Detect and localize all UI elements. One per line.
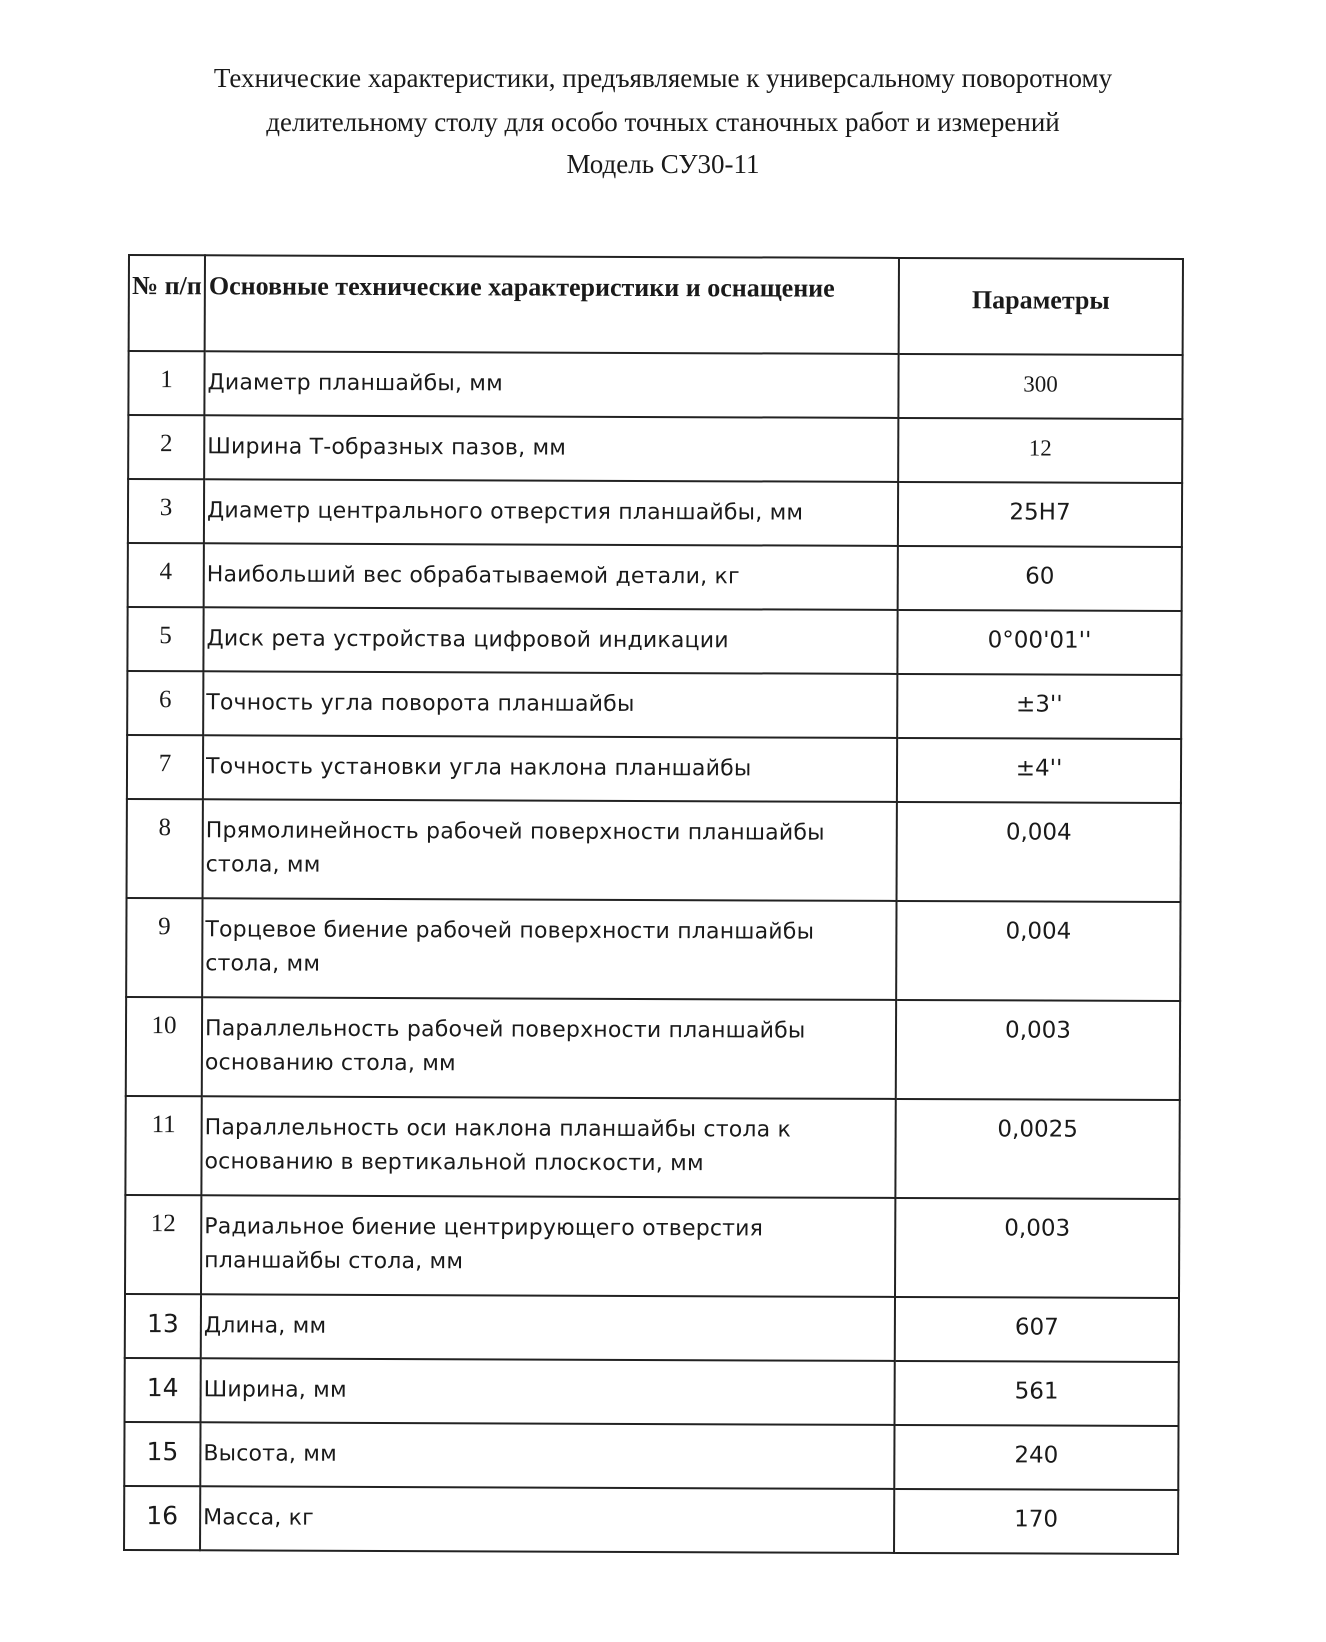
row-number: 7 <box>127 735 203 799</box>
table-row <box>128 415 1182 483</box>
table-row <box>124 1422 1178 1490</box>
table-row <box>127 671 1181 739</box>
row-description: Длина, мм <box>201 1294 895 1361</box>
row-description: Ширина Т-образных пазов, мм <box>204 415 898 482</box>
row-value: 0°00'01'' <box>897 610 1181 675</box>
table-row <box>125 1195 1179 1298</box>
row-number: 13 <box>125 1294 201 1358</box>
header-desc: Основные технические характеристики и оснащение <box>205 255 899 354</box>
row-number: 16 <box>124 1486 200 1550</box>
table-row <box>125 1096 1179 1199</box>
table-row <box>128 479 1182 547</box>
row-description: Радиальное биение центрирующего отверстия планшайбы стола, мм <box>201 1195 895 1297</box>
row-value: 0,003 <box>895 1198 1179 1298</box>
row-number: 11 <box>125 1096 201 1195</box>
row-description: Диск рета устройства цифровой индикации <box>203 607 897 674</box>
row-value: 0,0025 <box>895 1099 1179 1199</box>
row-number: 2 <box>128 415 204 479</box>
row-number: 9 <box>126 898 202 997</box>
row-value: 0,003 <box>896 1000 1180 1100</box>
table-header-row <box>129 255 1183 355</box>
row-value: 12 <box>898 418 1182 483</box>
table-row <box>127 735 1181 803</box>
header-num: № п/п <box>129 255 205 351</box>
row-number: 5 <box>127 607 203 671</box>
row-number: 4 <box>128 543 204 607</box>
row-description: Диаметр центрального отверстия планшайбы, мм <box>204 479 898 546</box>
row-description: Параллельность оси наклона планшайбы стола к основанию в вертикальной плоскости, мм <box>201 1096 895 1198</box>
row-description: Ширина, мм <box>201 1358 895 1425</box>
row-number: 3 <box>128 479 204 543</box>
row-description: Диаметр планшайбы, мм <box>204 351 898 418</box>
header-param: Параметры <box>899 258 1183 355</box>
doc-title-line2: делительному столу для особо точных станочных работ и измерений <box>266 107 1060 137</box>
table-row <box>125 1358 1179 1426</box>
row-value: ±3'' <box>897 674 1181 739</box>
table-row <box>126 997 1180 1100</box>
row-description: Прямолинейность рабочей поверхности планшайбы стола, мм <box>203 799 897 901</box>
row-number: 14 <box>125 1358 201 1422</box>
table-row <box>127 799 1181 902</box>
row-value: 300 <box>898 354 1182 419</box>
row-value: ±4'' <box>897 738 1181 803</box>
row-value: 607 <box>895 1297 1179 1362</box>
row-number: 10 <box>126 997 202 1096</box>
table-row <box>128 351 1182 419</box>
row-number: 15 <box>124 1422 200 1486</box>
row-value: 561 <box>895 1361 1179 1426</box>
row-description: Параллельность рабочей поверхности планшайбы основанию стола, мм <box>202 997 896 1099</box>
table-row <box>124 1486 1178 1554</box>
doc-title-line1: Технические характеристики, предъявляемые к универсальному поворотному <box>213 63 1113 93</box>
row-number: 12 <box>125 1195 201 1294</box>
table-row <box>126 898 1180 1001</box>
spec-table <box>123 254 1184 1555</box>
row-value: 60 <box>898 546 1182 611</box>
doc-model: Модель СУ30-11 <box>566 149 760 179</box>
table-row <box>125 1294 1179 1362</box>
row-value: 240 <box>894 1425 1178 1490</box>
row-value: 0,004 <box>897 802 1181 902</box>
table-row <box>127 607 1181 675</box>
row-number: 8 <box>127 799 203 898</box>
row-description: Масса, кг <box>200 1486 894 1553</box>
row-number: 1 <box>128 351 204 415</box>
row-value: 25Н7 <box>898 482 1182 547</box>
row-value: 0,004 <box>896 901 1180 1001</box>
row-number: 6 <box>127 671 203 735</box>
row-description: Точность установки угла наклона планшайбы <box>203 735 897 802</box>
row-description: Торцевое биение рабочей поверхности планшайбы стола, мм <box>202 898 896 1000</box>
table-row <box>128 543 1182 611</box>
row-description: Точность угла поворота планшайбы <box>203 671 897 738</box>
row-description: Наибольший вес обрабатываемой детали, кг <box>204 543 898 610</box>
row-value: 170 <box>894 1489 1178 1554</box>
row-description: Высота, мм <box>200 1422 894 1489</box>
